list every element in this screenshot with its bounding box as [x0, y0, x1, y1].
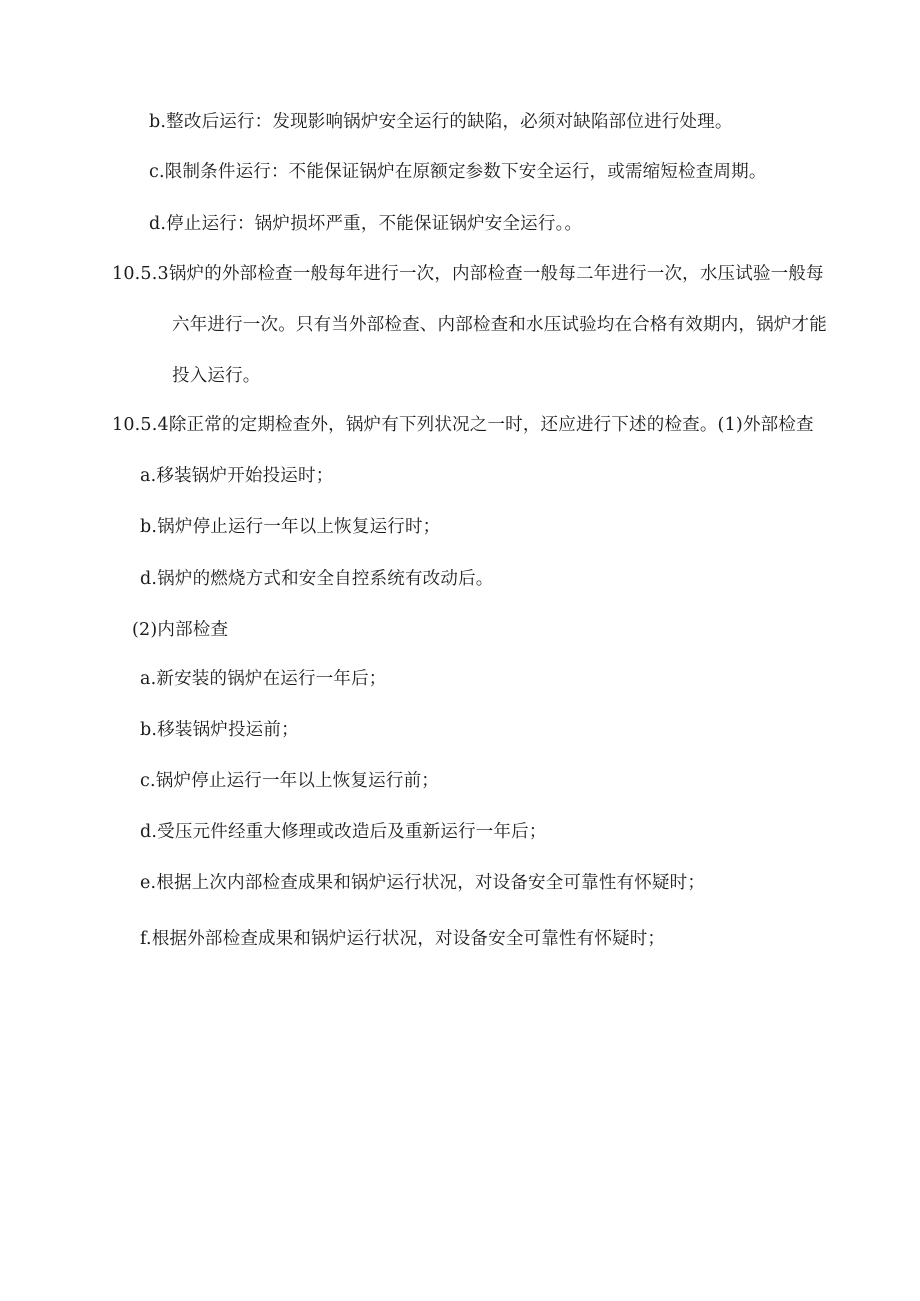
- item-d-stop: d.停止运行：锅炉损坏严重，不能保证锅炉安全运行。。: [149, 214, 583, 234]
- internal-check-item: e.根据上次内部检查成果和锅炉运行状况，对设备安全可靠性有怀疑时；: [140, 873, 706, 893]
- section-10-5-4-line1: 10.5.4除正常的定期检查外，锅炉有下列状况之一时，还应进行下述的检查。(1)外部检查: [112, 415, 814, 435]
- section-10-5-3-line1: 10.5.3锅炉的外部检查一般每年进行一次，内部检查一般每二年进行一次，水压试验一般每: [112, 264, 824, 284]
- internal-check-item: c.锅炉停止运行一年以上恢复运行前；: [140, 771, 439, 791]
- internal-check-item: d.受压元件经重大修理或改造后及重新运行一年后；: [140, 822, 547, 842]
- external-check-item: a.移装锅炉开始投运时；: [140, 466, 334, 486]
- external-check-item: d.锅炉的燃烧方式和安全自控系统有改动后。: [140, 569, 494, 589]
- item-c-restrict: c.限制条件运行：不能保证锅炉在原额定参数下安全运行，或需缩短检查周期。: [149, 162, 767, 182]
- section-10-5-3-line3: 投入运行。: [172, 366, 261, 386]
- external-check-item: b.锅炉停止运行一年以上恢复运行时；: [140, 517, 441, 537]
- internal-check-item: b.移装锅炉投运前；: [140, 720, 299, 740]
- internal-check-heading: (2)内部检查: [132, 620, 229, 640]
- internal-check-item: a.新安装的锅炉在运行一年后；: [140, 669, 387, 689]
- internal-check-item: f.根据外部检查成果和锅炉运行状况，对设备安全可靠性有怀疑时；: [140, 929, 666, 949]
- section-10-5-3-line2: 六年进行一次。只有当外部检查、内部检查和水压试验均在合格有效期内，锅炉才能: [172, 315, 827, 335]
- item-b-upgrade: b.整改后运行：发现影响锅炉安全运行的缺陷，必须对缺陷部位进行处理。: [149, 112, 733, 132]
